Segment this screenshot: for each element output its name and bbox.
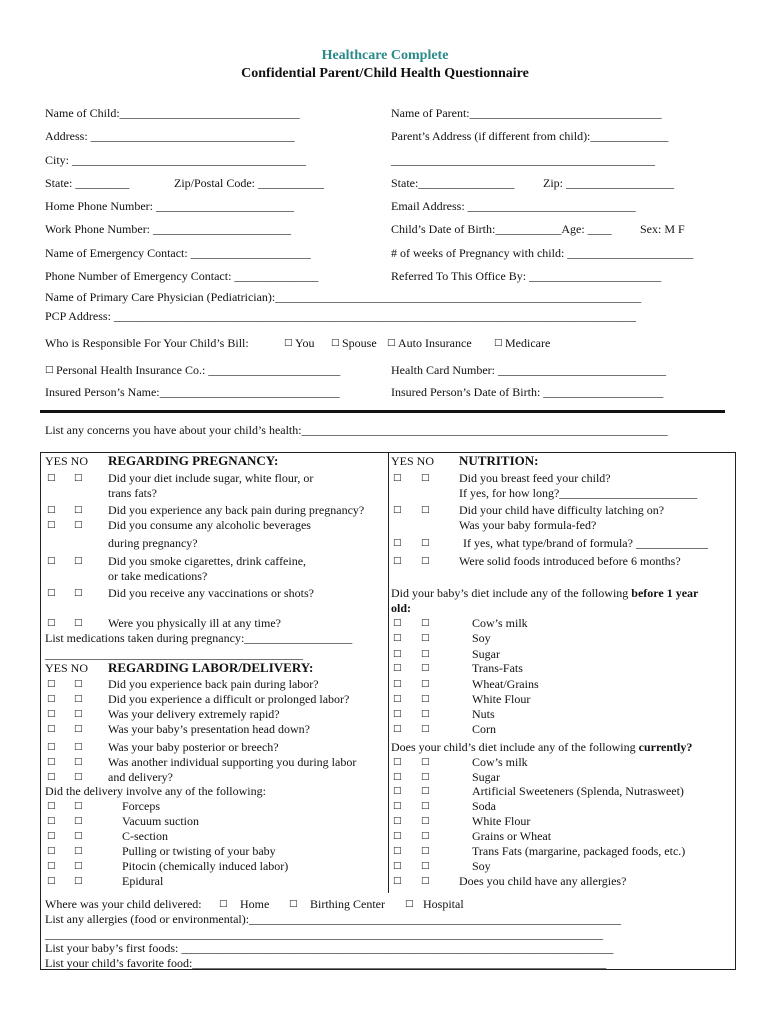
zip-field[interactable]: Zip/Postal Code: ___________ [174, 176, 324, 190]
before-year-no-checkbox[interactable]: □ [421, 663, 430, 673]
currently-no-checkbox[interactable]: □ [421, 846, 430, 856]
before-year-item-label: Sugar [472, 647, 500, 661]
currently-no-checkbox[interactable]: □ [421, 757, 430, 767]
delivery-yes-checkbox[interactable]: □ [47, 846, 56, 856]
breastfeed-length-field[interactable]: If yes, for how long?_______________________ [459, 486, 698, 500]
yes-checkbox[interactable]: □ [47, 742, 56, 752]
delivery-yes-checkbox[interactable]: □ [47, 801, 56, 811]
before-year-label [391, 586, 698, 600]
checkbox-you[interactable]: □ [284, 338, 293, 348]
allergies-line[interactable]: _____________________________________________________________________________________________ [45, 927, 603, 941]
yes-checkbox[interactable]: □ [47, 694, 56, 704]
insured-dob-field[interactable]: Insured Person’s Date of Birth: ____________________ [391, 385, 664, 399]
before-year-yes-checkbox[interactable]: □ [393, 679, 402, 689]
yes-checkbox[interactable]: □ [47, 618, 56, 628]
question: Did your child have difficulty latching on? [459, 503, 665, 517]
currently-item-label: White Flour [472, 814, 531, 828]
before-year-no-checkbox[interactable]: □ [421, 724, 430, 734]
checkbox-spouse[interactable]: □ [331, 338, 340, 348]
delivery-item-label: Epidural [122, 874, 164, 888]
before-year-yes-checkbox[interactable]: □ [393, 663, 402, 673]
yes-checkbox[interactable]: □ [47, 679, 56, 689]
labor-heading: REGARDING LABOR/DELIVERY: [108, 660, 314, 675]
yes-no-header: YES NO [391, 454, 435, 468]
question: Did your diet include sugar, white flour, or [108, 471, 314, 485]
parent-city-field[interactable]: ____________________________________________ [391, 153, 655, 167]
question: Did you smoke cigarettes, drink caffeine, [108, 554, 307, 568]
delivery-yes-checkbox[interactable]: □ [47, 831, 56, 841]
no-checkbox[interactable]: □ [74, 757, 83, 767]
currently-yes-checkbox[interactable]: □ [393, 786, 402, 796]
before-year-text: Did your baby’s diet include any of the following [391, 586, 632, 600]
weeks-pregnancy-field[interactable]: # of weeks of Pregnancy with child: _____________________ [391, 246, 694, 260]
delivery-no-checkbox[interactable]: □ [74, 816, 83, 826]
before-year-yes-checkbox[interactable]: □ [393, 633, 402, 643]
yes-checkbox[interactable]: □ [47, 772, 56, 782]
delivery-no-checkbox[interactable]: □ [74, 801, 83, 811]
insured-name-field[interactable]: Insured Person’s Name:______________________________ [45, 385, 340, 399]
currently-no-checkbox[interactable]: □ [421, 772, 430, 782]
no-checkbox[interactable]: □ [74, 742, 83, 752]
child-dob-field[interactable]: Child’s Date of Birth:___________Age: ____ [391, 222, 612, 236]
no-checkbox[interactable]: □ [421, 505, 430, 515]
state-field[interactable]: State: _________ [45, 176, 130, 190]
home-phone-field[interactable]: Home Phone Number: _______________________ [45, 199, 294, 213]
delivered-label: Where was your child delivered: [45, 897, 202, 911]
parent-address-field[interactable]: Parent’s Address (if different from child):_____________ [391, 129, 669, 143]
before-year-yes-checkbox[interactable]: □ [393, 694, 402, 704]
currently-item-label: Grains or Wheat [472, 829, 552, 843]
question: Was your baby posterior or breech? [108, 740, 279, 754]
question: Did you experience any back pain during pregnancy? [108, 503, 365, 517]
before-year-old: old: [391, 601, 412, 615]
currently-item-label: Soy [472, 859, 491, 873]
currently-yes-checkbox[interactable]: □ [393, 846, 402, 856]
referred-by-field[interactable]: Referred To This Office By: ______________________ [391, 269, 662, 283]
yes-checkbox[interactable]: □ [47, 724, 56, 734]
question: Did you receive any vaccinations or shots? [108, 586, 314, 600]
delivery-yes-checkbox[interactable]: □ [47, 861, 56, 871]
bill-responsible-label: Who is Responsible For Your Child’s Bill: [45, 336, 249, 350]
currently-item-label: Soda [472, 799, 496, 813]
currently-label [391, 740, 692, 754]
yes-checkbox[interactable]: □ [393, 556, 402, 566]
yes-checkbox[interactable]: □ [47, 588, 56, 598]
pcp-address-field[interactable]: PCP Address: _______________________________________________________________________________________ [45, 309, 636, 323]
before-year-item-label: Nuts [472, 707, 495, 721]
yes-checkbox[interactable]: □ [393, 473, 402, 483]
before-year-no-checkbox[interactable]: □ [421, 649, 430, 659]
before-year-no-checkbox[interactable]: □ [421, 709, 430, 719]
no-checkbox[interactable]: □ [74, 473, 83, 483]
allergies-field[interactable]: List any allergies (food or environmental):______________________________________________________________ [45, 912, 622, 926]
bill-medicare-label: Medicare [505, 336, 551, 350]
currently-text: Does your child’s diet include any of the following [391, 740, 639, 754]
bill-auto-label: Auto Insurance [398, 336, 472, 350]
parent-zip-field[interactable]: Zip: __________________ [543, 176, 674, 190]
yes-checkbox[interactable]: □ [393, 505, 402, 515]
no-checkbox[interactable]: □ [74, 556, 83, 566]
delivery-yes-checkbox[interactable]: □ [47, 876, 56, 886]
no-checkbox[interactable]: □ [74, 588, 83, 598]
no-checkbox[interactable]: □ [421, 556, 430, 566]
yes-checkbox[interactable]: □ [393, 538, 402, 548]
currently-item-label: Artificial Sweeteners (Splenda, Nutrasweet) [472, 784, 684, 798]
question: Did you experience a difficult or prolonged labor? [108, 692, 350, 706]
home-label: Home [240, 897, 270, 911]
question: Was another individual supporting you during labor [108, 755, 357, 769]
before-year-yes-checkbox[interactable]: □ [393, 618, 402, 628]
before-year-yes-checkbox[interactable]: □ [393, 709, 402, 719]
question: Were solid foods introduced before 6 months? [459, 554, 681, 568]
currently-yes-checkbox[interactable]: □ [393, 772, 402, 782]
nutrition-heading: NUTRITION: [459, 453, 539, 468]
yes-checkbox[interactable]: □ [47, 556, 56, 566]
before-year-item-label: White Flour [472, 692, 531, 706]
before-year-yes-checkbox[interactable]: □ [393, 724, 402, 734]
before-year-yes-checkbox[interactable]: □ [393, 649, 402, 659]
section-divider [40, 410, 725, 413]
question-cont: or take medications? [108, 569, 208, 583]
bill-you-label: You [295, 336, 315, 350]
personal-insurance-field[interactable]: Personal Health Insurance Co.: ______________________ [56, 363, 341, 377]
checkbox-medicare[interactable]: □ [494, 338, 503, 348]
currently-bold: currently? [638, 740, 693, 754]
currently-item-label: Sugar [472, 770, 500, 784]
before-year-no-checkbox[interactable]: □ [421, 694, 430, 704]
emergency-phone-field[interactable]: Phone Number of Emergency Contact: ______________ [45, 269, 319, 283]
delivery-item-label: Forceps [122, 799, 160, 813]
pcp-name-field[interactable]: Name of Primary Care Physician (Pediatrician):_____________________________________________________________ [45, 290, 642, 304]
favorite-food-field[interactable]: List your child’s favorite food:_____________________________________________________________________ [45, 956, 607, 970]
question-cont: during pregnancy? [108, 536, 198, 550]
delivery-item-label: C-section [122, 829, 168, 843]
checkbox-birthing-center[interactable]: □ [289, 899, 298, 909]
currently-item-label: Cow’s milk [472, 755, 528, 769]
emergency-contact-field[interactable]: Name of Emergency Contact: ____________________ [45, 246, 311, 260]
no-checkbox[interactable]: □ [421, 538, 430, 548]
work-phone-field[interactable]: Work Phone Number: _______________________ [45, 222, 292, 236]
delivery-yes-checkbox[interactable]: □ [47, 816, 56, 826]
yes-no-header: YES NO [45, 661, 89, 675]
delivery-item-label: Pulling or twisting of your baby [122, 844, 276, 858]
currently-no-checkbox[interactable]: □ [421, 816, 430, 826]
no-checkbox[interactable]: □ [74, 505, 83, 515]
sex-field[interactable]: Sex: M F [640, 222, 685, 236]
before-year-item-label: Wheat/Grains [472, 677, 539, 691]
org-name: Healthcare Complete [321, 48, 449, 63]
form-title: Confidential Parent/Child Health Questionnaire [241, 66, 529, 81]
no-checkbox[interactable]: □ [74, 694, 83, 704]
question-cont: trans fats? [108, 486, 157, 500]
question: Was your delivery extremely rapid? [108, 707, 280, 721]
parent-state-field[interactable]: State:________________ [391, 176, 515, 190]
question: Does you child have any allergies? [459, 874, 627, 888]
yes-no-header: YES NO [45, 454, 89, 468]
delivery-no-checkbox[interactable]: □ [74, 861, 83, 871]
before-year-no-checkbox[interactable]: □ [421, 679, 430, 689]
question-cont: and delivery? [108, 770, 173, 784]
no-checkbox[interactable]: □ [74, 618, 83, 628]
no-checkbox[interactable]: □ [421, 473, 430, 483]
name-of-child-field[interactable]: Name of Child:______________________________ [45, 106, 300, 120]
delivery-involve-label: Did the delivery involve any of the following: [45, 784, 266, 798]
checkbox-hospital[interactable]: □ [405, 899, 414, 909]
no-checkbox[interactable]: □ [74, 709, 83, 719]
question: Was your baby’s presentation head down? [108, 722, 310, 736]
yes-checkbox[interactable]: □ [47, 473, 56, 483]
delivery-no-checkbox[interactable]: □ [74, 831, 83, 841]
name-of-parent-field[interactable]: Name of Parent:________________________________ [391, 106, 662, 120]
health-card-field[interactable]: Health Card Number: ____________________________ [391, 363, 666, 377]
address-field[interactable]: Address: __________________________________ [45, 129, 295, 143]
before-year-item-label: Corn [472, 722, 496, 736]
before-year-no-checkbox[interactable]: □ [421, 618, 430, 628]
currently-yes-checkbox[interactable]: □ [393, 757, 402, 767]
no-checkbox[interactable]: □ [74, 724, 83, 734]
delivery-item-label: Pitocin (chemically induced labor) [122, 859, 289, 873]
concerns-field[interactable]: List any concerns you have about your child’s health:_____________________________________________________________ [45, 423, 668, 437]
before-year-old-text: old [391, 601, 408, 615]
medications-line[interactable]: ___________________________________________ [45, 647, 303, 661]
currently-no-checkbox[interactable]: □ [421, 801, 430, 811]
currently-yes-checkbox[interactable]: □ [393, 831, 402, 841]
no-checkbox[interactable]: □ [74, 772, 83, 782]
question: Was your baby formula-fed? [459, 518, 597, 532]
before-year-no-checkbox[interactable]: □ [421, 633, 430, 643]
yes-checkbox[interactable]: □ [47, 709, 56, 719]
question: Did you breast feed your child? [459, 471, 611, 485]
email-field[interactable]: Email Address: ____________________________ [391, 199, 636, 213]
delivery-item-label: Vacuum suction [122, 814, 199, 828]
currently-no-checkbox[interactable]: □ [421, 831, 430, 841]
currently-yes-checkbox[interactable]: □ [393, 801, 402, 811]
pregnancy-heading: REGARDING PREGNANCY: [108, 453, 279, 468]
currently-yes-checkbox[interactable]: □ [393, 816, 402, 826]
yes-checkbox[interactable]: □ [47, 520, 56, 530]
currently-no-checkbox[interactable]: □ [421, 861, 430, 871]
city-field[interactable]: City: _______________________________________ [45, 153, 307, 167]
first-foods-field[interactable]: List your baby’s first foods: ________________________________________________________________________ [45, 941, 614, 955]
formula-brand-field[interactable]: If yes, what type/brand of formula? ____________ [463, 536, 708, 550]
before-year-item-label: Soy [472, 631, 491, 645]
before-year-item-label: Trans-Fats [472, 661, 523, 675]
no-checkbox[interactable]: □ [421, 876, 430, 886]
question: Did you consume any alcoholic beverages [108, 518, 311, 532]
currently-yes-checkbox[interactable]: □ [393, 861, 402, 871]
question: Were you physically ill at any time? [108, 616, 281, 630]
hospital-label: Hospital [423, 897, 464, 911]
checkbox-personal-insurance[interactable]: □ [45, 365, 54, 375]
yes-checkbox[interactable]: □ [393, 876, 402, 886]
before-year-item-label: Cow’s milk [472, 616, 528, 630]
medications-field[interactable]: List medications taken during pregnancy:__________________ [45, 631, 353, 645]
currently-no-checkbox[interactable]: □ [421, 786, 430, 796]
column-divider [388, 452, 389, 893]
checkbox-auto-insurance[interactable]: □ [387, 338, 396, 348]
currently-item-label: Trans Fats (margarine, packaged foods, etc.) [472, 844, 686, 858]
question: Did you experience back pain during labor? [108, 677, 319, 691]
before-year-bold: before 1 year [631, 586, 699, 600]
checkbox-home[interactable]: □ [219, 899, 228, 909]
yes-checkbox[interactable]: □ [47, 757, 56, 767]
delivery-no-checkbox[interactable]: □ [74, 876, 83, 886]
no-checkbox[interactable]: □ [74, 520, 83, 530]
yes-checkbox[interactable]: □ [47, 505, 56, 515]
birthing-center-label: Birthing Center [310, 897, 385, 911]
delivery-no-checkbox[interactable]: □ [74, 846, 83, 856]
no-checkbox[interactable]: □ [74, 679, 83, 689]
bill-spouse-label: Spouse [342, 336, 377, 350]
